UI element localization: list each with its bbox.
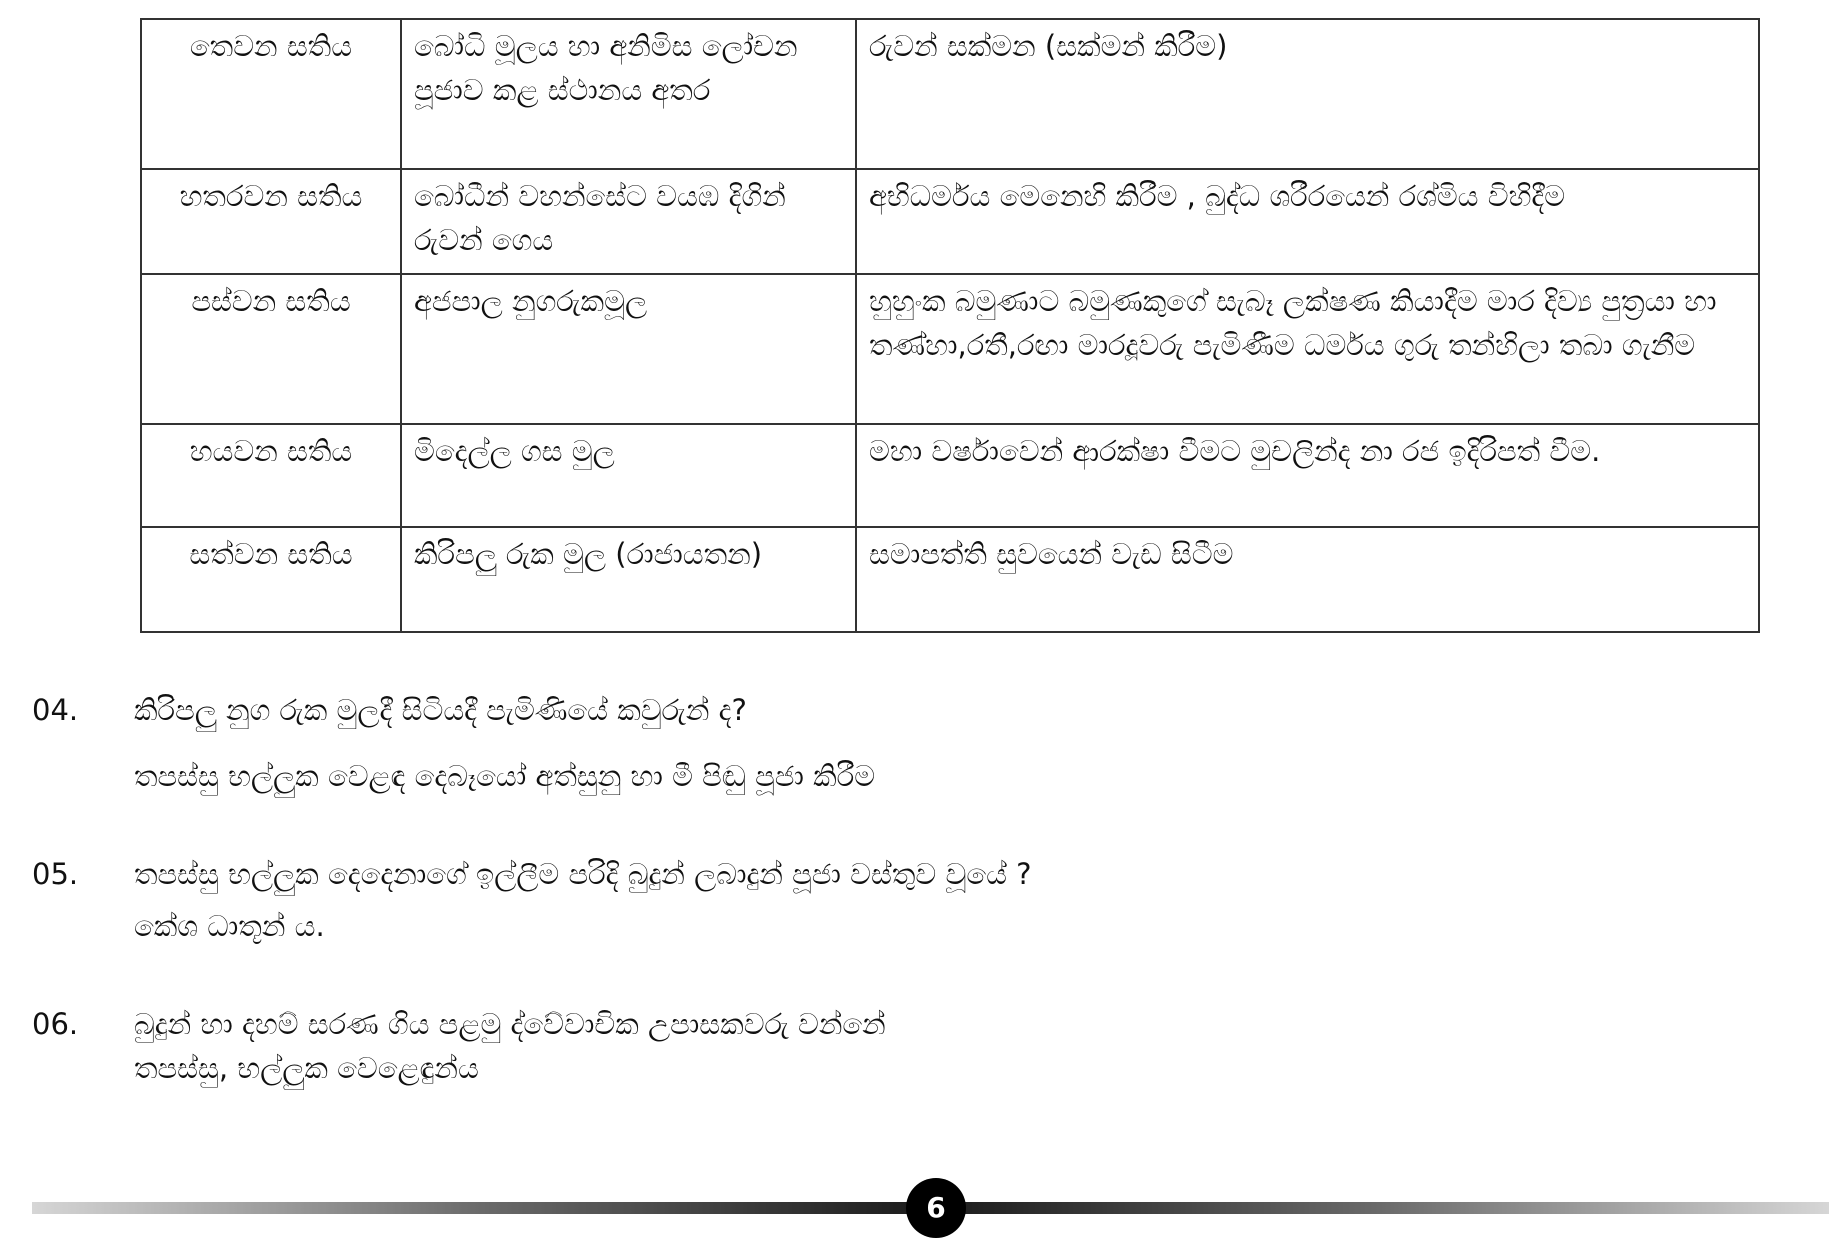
question-text: බුදුන් හා දහම් සරණ ගිය පළමු ද්වේවාචික උපාසකවරු වන්නේ <box>134 1007 886 1041</box>
event-cell: මහා වර්ෂාවෙන් ආරක්ෂා වීමට මුචලින්ද නා රජ ඉදිරිපත් වීම. <box>856 424 1759 527</box>
place-cell: මිදෙල්ල ගස මුල <box>401 424 856 527</box>
event-cell: සමාපත්ති සුවයෙන් වැඩ සිටීම <box>856 527 1759 632</box>
question-block <box>32 852 1032 948</box>
answer-text: තපස්සු භල්ලුක වෙළඳ දෙබෑයෝ අත්සුනු හා මී පිඬු පූජා කිරීම <box>134 759 876 793</box>
place-cell: කිරිපලු රුක මුල (රාජායතන) <box>401 527 856 632</box>
page-number-badge: 6 <box>906 1178 966 1238</box>
week-cell: තෙවන සතිය <box>141 19 401 169</box>
table-row <box>141 424 1759 527</box>
table-row <box>141 19 1759 169</box>
place-cell: අජපාල නුගරුකමූල <box>401 274 856 424</box>
table-row <box>141 527 1759 632</box>
question-number: 05. <box>32 857 79 891</box>
table-row <box>141 274 1759 424</box>
week-cell: හයවන සතිය <box>141 424 401 527</box>
place-cell: බෝධි මූලය හා අනිමිස ලෝචන පූජාව කළ ස්ථානය අතර <box>401 19 856 169</box>
answer-text: තපස්සු, භල්ලුක වෙළෙඳුන්ය <box>134 1051 479 1085</box>
weeks-table <box>140 18 1760 633</box>
question-number: 06. <box>32 1007 79 1041</box>
table-row <box>141 169 1759 274</box>
answer-text: කේශ ධාතූන් ය. <box>134 909 325 943</box>
question-block <box>32 1002 886 1090</box>
question-text: කිරිපලු නුග රුක මුලදී සිටියදී පැමිණියේ කවුරුන් ද? <box>134 693 747 727</box>
event-cell: හුහුංක බමුණාට බමුණකුගේ සැබෑ ලක්ෂණ කියාදීම මාර දිව්‍ය පුත්‍රයා හා තණ්හා,රතී,රඟා මාරදූවරු පැමිණීම ධර්මය ගුරු තන්හිලා තබා ගැනීම <box>856 274 1759 424</box>
question-text: තපස්සු භල්ලුක දෙදෙනාගේ ඉල්ලීම පරිදි බුදුන් ලබාදුන් පූජා වස්තුව වූයේ ? <box>134 857 1032 891</box>
place-cell: බෝධීන් වහන්සේට වයඹ දිගින් රුවන් ගෙය <box>401 169 856 274</box>
week-cell: පස්වන සතිය <box>141 274 401 424</box>
week-cell: හතරවන සතිය <box>141 169 401 274</box>
week-cell: සත්වන සතිය <box>141 527 401 632</box>
question-number: 04. <box>32 693 79 727</box>
event-cell: අභිධර්මය මෙනෙහි කිරීම , බුද්ධ ශරීරයෙන් රශ්මිය විහිදීම <box>856 169 1759 274</box>
question-block <box>32 688 875 798</box>
event-cell: රුවන් සක්මන (සක්මන් කිරීම) <box>856 19 1759 169</box>
